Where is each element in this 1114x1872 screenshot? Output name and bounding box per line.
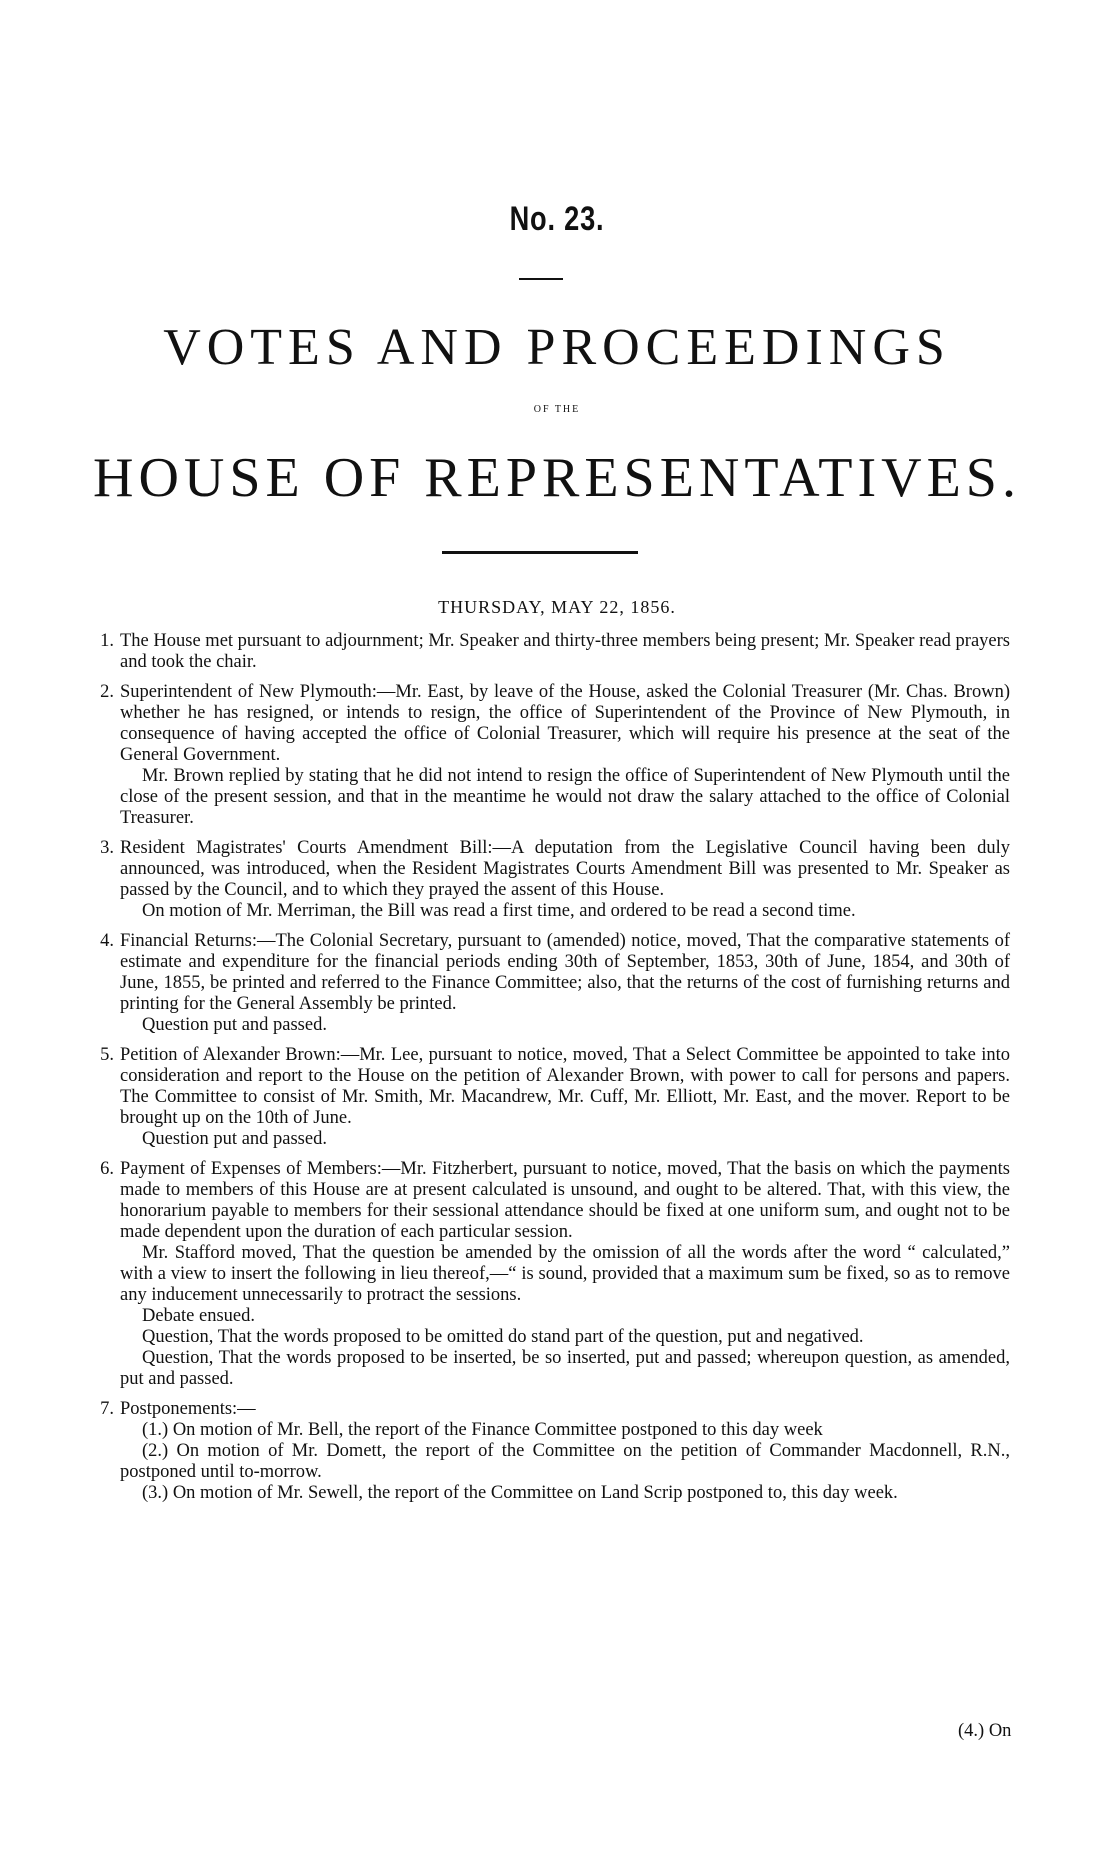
item-7: [70, 1399, 1010, 1504]
document-number: No. 23.: [509, 200, 605, 238]
sub-item: (1.) On motion of Mr. Bell, the report of the Finance Committee postponed to this day week: [142, 1420, 823, 1440]
title-house-of-representatives: HOUSE OF REPRESENTATIVES.: [93, 447, 1021, 509]
item-text: Financial Returns:—The Colonial Secretary, pursuant to (amended) notice, moved, That the comparative statements of estimate and expenditure for the financial periods ending 30th of September, 1853, 30th of June, 1854, and 30th of June, 1855, be printed and referred to the Finance Committee; also, that the returns of the cost of furnishing returns and printing for the General Assembly be printed.: [120, 931, 1010, 1014]
sub-item: (2.) On motion of Mr. Domett, the report of the Committee on the petition of Commander Macdonnell, R.N., postponed until to-morrow.: [120, 1441, 1010, 1482]
item-text: Mr. Brown replied by stating that he did not intend to resign the office of Superintendent of New Plymouth until the close of the present session, and that in the meantime he would not draw the salary attached to the office of Colonial Treasurer.: [120, 766, 1010, 828]
catchword: (4.) On: [958, 1721, 1012, 1741]
item-6: [70, 1159, 1010, 1390]
item-number: 6.: [100, 1159, 114, 1179]
item-text: Question put and passed.: [142, 1129, 327, 1149]
item-3: [70, 838, 1010, 922]
item-text: Petition of Alexander Brown:—Mr. Lee, pursuant to notice, moved, That a Select Committee be appointed to take into consideration and report to the House on the petition of Alexander Brown, with power to call for persons and papers. The Committee to consist of Mr. Smith, Mr. Macandrew, Mr. Cuff, Mr. Elliott, Mr. East, and the mover. Report to be brought up on the 10th of June.: [120, 1045, 1010, 1128]
item-5: [70, 1045, 1010, 1150]
item-text: On motion of Mr. Merriman, the Bill was read a first time, and ordered to be read a second time.: [142, 901, 856, 921]
item-number: 3.: [100, 838, 114, 858]
title-votes-proceedings: VOTES AND PROCEEDINGS: [163, 319, 951, 376]
item-text: Question put and passed.: [142, 1015, 327, 1035]
item-1: [70, 631, 1010, 673]
item-text: Resident Magistrates' Courts Amendment Bill:—A deputation from the Legislative Council having been duly announced, was introduced, when the Resident Magistrates Courts Amendment Bill was presented to Mr. Speaker as passed by the Council, and to which they prayed the assent of this House.: [120, 838, 1010, 900]
item-text: Superintendent of New Plymouth:—Mr. East, by leave of the House, asked the Colonial Treasurer (Mr. Chas. Brown) whether he has resigned, or intends to resign, the office of Superintendent of the Province of New Plymouth, in consequence of having accepted the office of Colonial Treasurer, which will require his presence at the seat of the General Government.: [120, 682, 1010, 765]
item-text: The House met pursuant to adjournment; Mr. Speaker and thirty-three members being present; Mr. Speaker read prayers and took the chair.: [120, 631, 1010, 672]
item-text: Question, That the words proposed to be omitted do stand part of the question, put and negatived.: [142, 1327, 864, 1347]
item-text: Mr. Stafford moved, That the question be amended by the omission of all the words after the word “ calculated,” with a view to insert the following in lieu thereof,—“ is sound, provided that a maximum sum be fixed, so as to remove any inducement unnecessarily to protract the sessions.: [120, 1243, 1010, 1305]
item-number: 7.: [100, 1399, 114, 1419]
item-text: Question, That the words proposed to be inserted, be so inserted, put and passed; whereupon question, as amended, put and passed.: [120, 1348, 1010, 1389]
title-of-the: OF THE: [533, 404, 581, 415]
proceedings-body: [70, 631, 1010, 1513]
item-number: 4.: [100, 931, 114, 951]
session-date: THURSDAY, MAY 22, 1856.: [438, 597, 676, 617]
item-text: Debate ensued.: [142, 1306, 256, 1326]
divider-long: [442, 551, 638, 554]
item-text: Payment of Expenses of Members:—Mr. Fitzherbert, pursuant to notice, moved, That the basis on which the payments made to members of this House are at present calculated is unsound, and ought to be altered. That, with this view, the honorarium payable to members for their sessional attendance should be fixed at one uniform sum, and ought not to be made dependent upon the duration of each particular session.: [120, 1159, 1010, 1242]
divider-short: [519, 278, 563, 280]
item-2: [70, 682, 1010, 829]
item-text: Postponements:—: [120, 1399, 256, 1419]
item-4: [70, 931, 1010, 1036]
item-number: 1.: [100, 631, 114, 651]
item-number: 2.: [100, 682, 114, 702]
sub-item: (3.) On motion of Mr. Sewell, the report of the Committee on Land Scrip postponed to, this day week.: [142, 1483, 898, 1503]
item-number: 5.: [100, 1045, 114, 1065]
